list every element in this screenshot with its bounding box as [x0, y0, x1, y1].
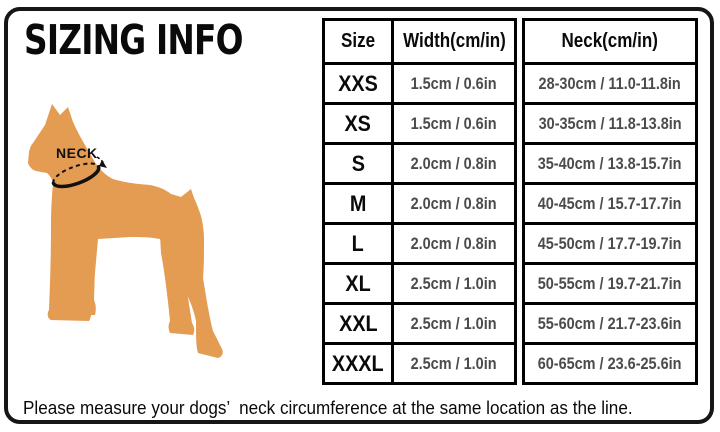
width-cell: 2.5cm / 1.0in — [394, 345, 514, 382]
sizing-table — [322, 18, 698, 385]
size-cell: S — [325, 145, 391, 182]
size-cell: XL — [325, 265, 391, 302]
width-cell: 2.0cm / 0.8in — [394, 145, 514, 182]
size-cell: XXL — [325, 305, 391, 342]
neck-cell: 28-30cm / 11.0-11.8in — [525, 65, 695, 102]
neck-cell: 45-50cm / 17.7-19.7in — [525, 225, 695, 262]
neck-cell: 50-55cm / 19.7-21.7in — [525, 265, 695, 302]
neck-block — [522, 18, 698, 385]
size-cell: L — [325, 225, 391, 262]
width-cell: 2.5cm / 1.0in — [394, 305, 514, 342]
page-title: SIZING INFO — [24, 16, 243, 64]
width-cell: 1.5cm / 0.6in — [394, 105, 514, 142]
measure-note: Please measure your dogs’ neck circumference at the same location as the line. — [23, 398, 633, 418]
col-header-neck: Neck(cm/in) — [525, 21, 695, 62]
neck-cell: 60-65cm / 23.6-25.6in — [525, 345, 695, 382]
dog-illustration — [20, 95, 230, 365]
size-cell: XXS — [325, 65, 391, 102]
neck-cell: 40-45cm / 15.7-17.7in — [525, 185, 695, 222]
width-cell: 2.0cm / 0.8in — [394, 185, 514, 222]
neck-label: NECK — [56, 145, 98, 161]
width-cell: 2.0cm / 0.8in — [394, 225, 514, 262]
size-width-block — [322, 18, 517, 385]
col-header-size: Size — [325, 21, 391, 62]
neck-cell: 30-35cm / 11.8-13.8in — [525, 105, 695, 142]
neck-cell: 35-40cm / 13.8-15.7in — [525, 145, 695, 182]
size-cell: XXXL — [325, 345, 391, 382]
width-cell: 2.5cm / 1.0in — [394, 265, 514, 302]
neck-cell: 55-60cm / 21.7-23.6in — [525, 305, 695, 342]
dog-body-shape — [28, 104, 223, 358]
col-header-width: Width(cm/in) — [394, 21, 514, 62]
width-cell: 1.5cm / 0.6in — [394, 65, 514, 102]
size-cell: M — [325, 185, 391, 222]
size-cell: XS — [325, 105, 391, 142]
